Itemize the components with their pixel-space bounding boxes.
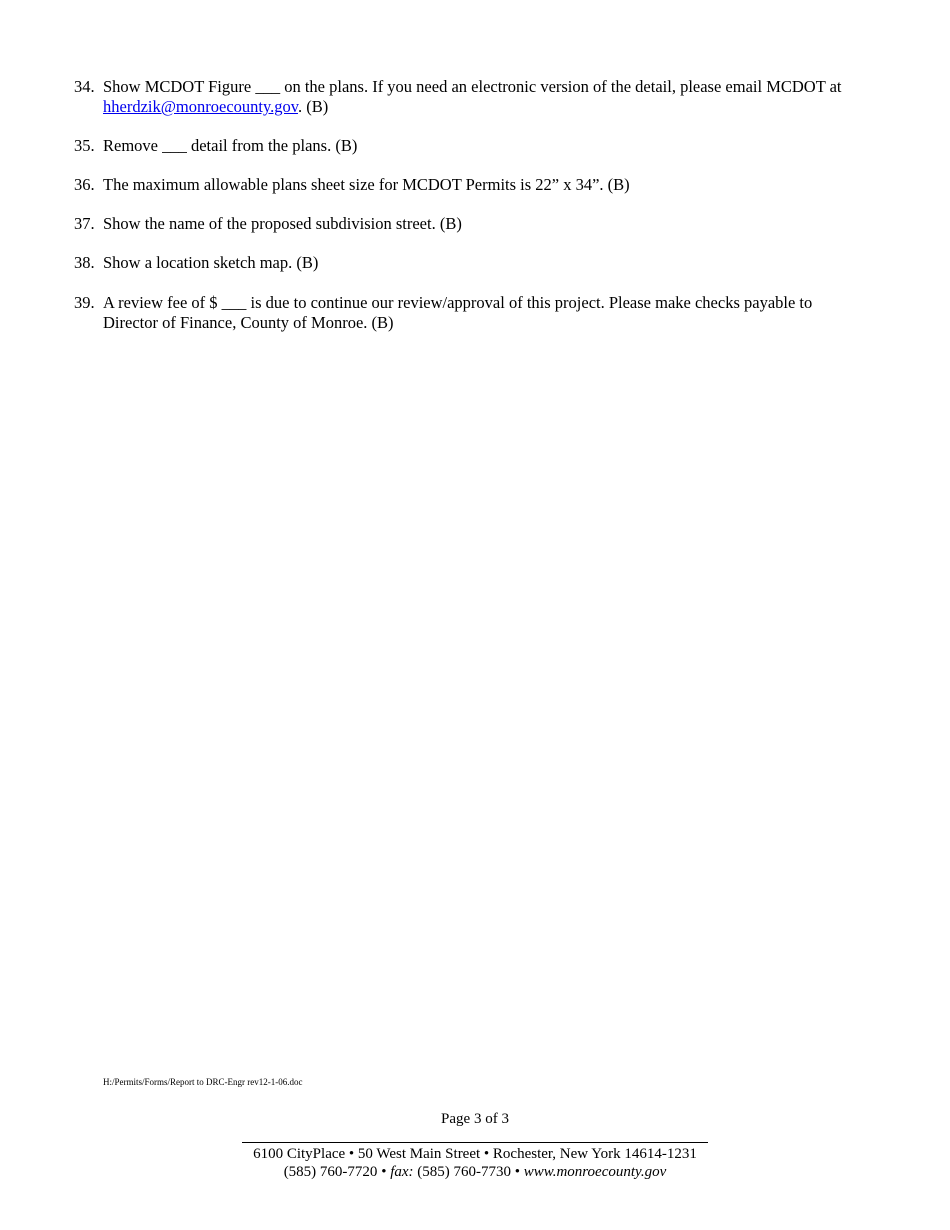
footer-contact: (585) 760-7720 • fax: (585) 760-7730 • www.monroecounty.gov: [283, 1164, 667, 1180]
list-item-text: Show a location sketch map. (B): [103, 253, 319, 272]
list-item-36: [74, 175, 854, 195]
page-number: Page 3 of 3: [441, 1111, 509, 1127]
list-item-text: A review fee of $ ___ is due to continue our review/approval of this project. Please make checks payable to Director of Finance, County of Monroe. (B): [103, 293, 813, 332]
list-item-text: Show the name of the proposed subdivision street. (B): [103, 214, 462, 233]
list-item-text: Show MCDOT Figure ___ on the plans. If you need an electronic version of the detail, please email MCDOT at hherdzik@monroecounty.gov. (B): [103, 77, 842, 116]
footer-address: 6100 CityPlace • 50 West Main Street • Rochester, New York 14614-1231: [253, 1146, 697, 1162]
phone-number: (585) 760-7720: [283, 1164, 378, 1180]
list-item-number: 38.: [74, 253, 95, 272]
list-item-number: 34.: [74, 77, 95, 96]
list-item-35: [74, 136, 854, 156]
list-item-text: Remove ___ detail from the plans. (B): [103, 136, 358, 155]
list-item-number: 39.: [74, 293, 95, 312]
footer-divider: [242, 1142, 708, 1143]
fax-number: (585) 760-7730: [413, 1164, 512, 1180]
email-link[interactable]: hherdzik@monroecounty.gov: [103, 97, 298, 116]
fax-label: fax:: [390, 1164, 414, 1180]
list-item-38: [74, 253, 854, 273]
website: www.monroecounty.gov: [523, 1164, 667, 1180]
list-item-text: The maximum allowable plans sheet size for MCDOT Permits is 22” x 34”. (B): [103, 175, 630, 194]
file-path: H:/Permits/Forms/Report to DRC-Engr rev12-1-06.doc: [103, 1077, 303, 1087]
list-item-number: 37.: [74, 214, 95, 233]
list-item-39: [74, 293, 854, 333]
list-item-number: 36.: [74, 175, 95, 194]
list-item-number: 35.: [74, 136, 95, 155]
list-item-37: [74, 214, 854, 234]
list-item-34: [74, 77, 854, 117]
